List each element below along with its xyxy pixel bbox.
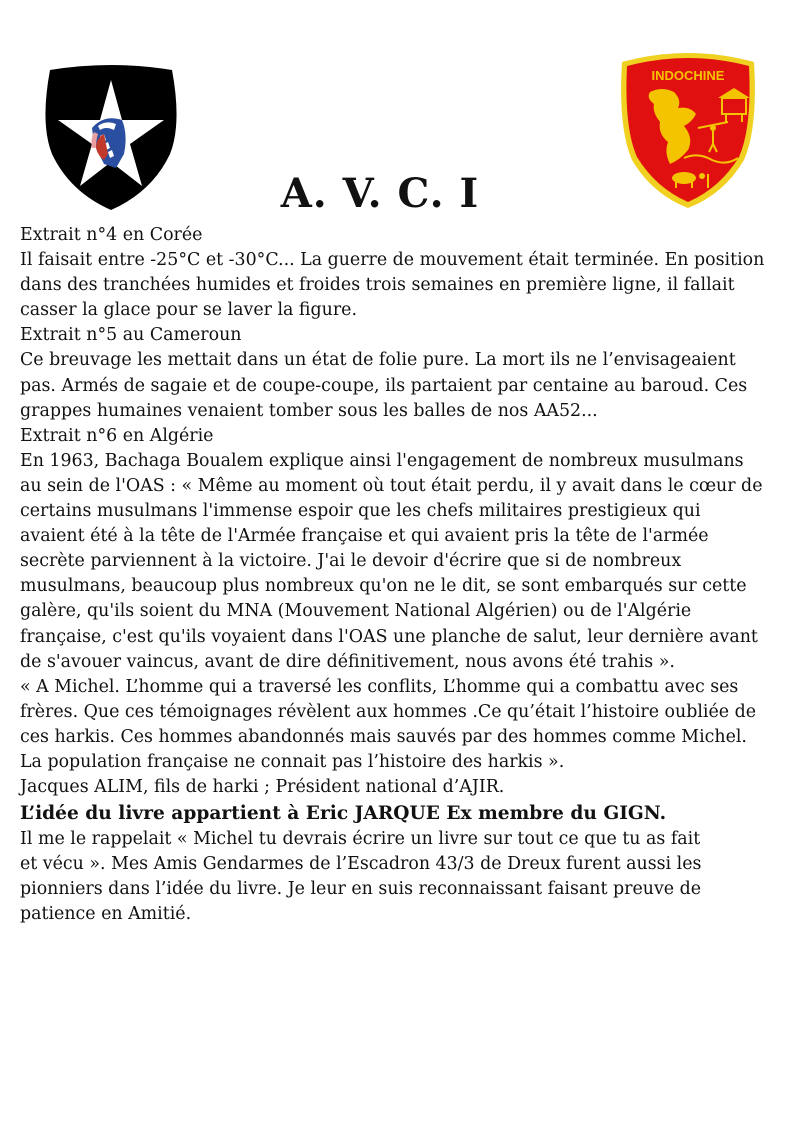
text-line: Ce breuvage les mettait dans un état de folie pure. La mort ils ne l’envisageaient: [20, 350, 736, 371]
text-line: galère, qu'ils soient du MNA (Mouvement National Algérien) ou de l'Algérie: [20, 601, 692, 622]
star-indian-head-shield-icon: [42, 64, 180, 212]
document-body: [20, 223, 788, 928]
text-line: En 1963, Bachaga Boualem explique ainsi l'engagement de nombreux musulmans: [20, 450, 744, 471]
text-line: secrète parviennent à la victoire. J'ai le devoir d'écrire que si de nombreux: [20, 551, 682, 572]
text-line: « A Michel. L’homme qui a traversé les conflits, L’homme qui a combattu avec ses: [20, 676, 739, 697]
text-line: frères. Que ces témoignages révèlent aux hommes .Ce qu’était l’histoire oubliée de: [20, 701, 756, 722]
text-line: La population française ne connait pas l’histoire des harkis ».: [20, 751, 565, 772]
indochine-label: INDOCHINE: [651, 68, 725, 83]
bold-statement: L’idée du livre appartient à Eric JARQUE Ex membre du GIGN.: [20, 803, 667, 825]
text-line: avaient été à la tête de l'Armée française et qui avaient pris la tête de l'armée: [20, 526, 709, 547]
text-line: Extrait n°6 en Algérie: [20, 425, 214, 446]
indochine-map-shield-icon: [618, 48, 758, 210]
text-line: Extrait n°5 au Cameroun: [20, 325, 242, 346]
left-logo: [42, 64, 180, 212]
text-line: pas. Armés de sagaie et de coupe-coupe, ils partaient par centaine au baroud. Ces: [20, 375, 748, 396]
text-line: Il me le rappelait « Michel tu devrais écrire un livre sur tout ce que tu as fait: [20, 829, 701, 850]
text-line: patience en Amitié.: [20, 904, 192, 925]
page-title: A. V. C. I: [280, 170, 480, 217]
text-line: et vécu ». Mes Amis Gendarmes de l’Escadron 43/3 de Dreux furent aussi les: [20, 854, 702, 875]
text-line: ces harkis. Ces hommes abandonnés mais sauvés par des hommes comme Michel.: [20, 726, 747, 747]
text-line: musulmans, beaucoup plus nombreux qu'on ne le dit, se sont embarqués sur cette: [20, 576, 747, 597]
text-line: Jacques ALIM, fils de harki ; Président national d’AJIR.: [20, 777, 505, 798]
text-line: française, c'est qu'ils voyaient dans l'OAS une planche de salut, leur dernière avant: [20, 626, 758, 647]
text-line: Extrait n°4 en Corée: [20, 225, 203, 245]
right-logo: [618, 48, 758, 210]
text-line: au sein de l'OAS : « Même au moment où tout était perdu, il y avait dans le cœur de: [20, 475, 763, 496]
text-line: pionniers dans l’idée du livre. Je leur en suis reconnaissant faisant preuve de: [20, 879, 702, 900]
text-line: dans des tranchées humides et froides trois semaines en première ligne, il fallait: [20, 275, 735, 296]
text-line: certains musulmans l'immense espoir que les chefs militaires prestigieux qui: [20, 501, 701, 522]
text-line: grappes humaines venaient tomber sous les balles de nos AA52...: [20, 400, 598, 421]
text-line: de s'avouer vaincus, avant de dire définitivement, nous avons été trahis ».: [20, 651, 675, 672]
text-line: casser la glace pour se laver la figure.: [20, 300, 357, 321]
text-line: Il faisait entre -25°C et -30°C... La guerre de mouvement était terminée. En position: [20, 250, 765, 271]
